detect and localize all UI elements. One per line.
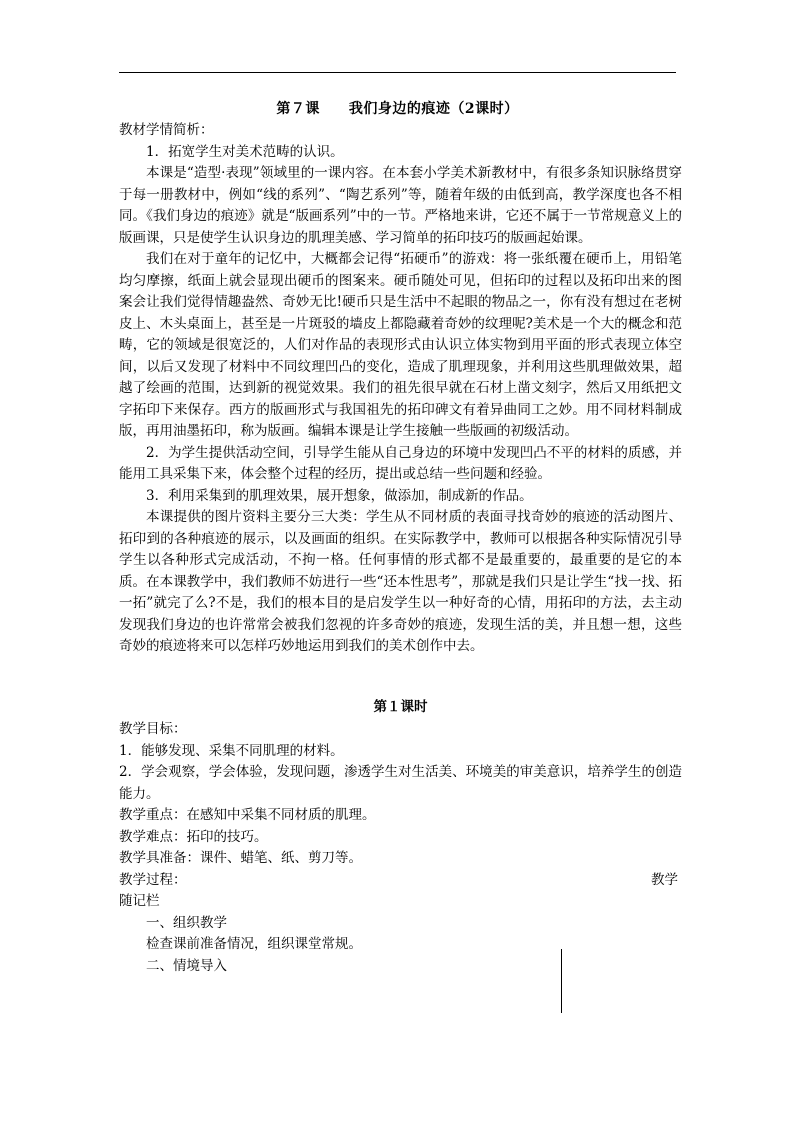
intro-point-3: 3．利用采集到的肌理效果，展开想象，做添加，制成新的作品。 [146, 487, 533, 504]
intro-point-1: 1．拓宽学生对美术范畴的认识。 [146, 143, 344, 160]
lesson-1-heading: 第１课时 [373, 698, 428, 715]
teaching-difficulty: 教学难点：拓印的技巧。 [119, 828, 268, 845]
step-2: 二、情境导入 [146, 957, 227, 974]
goals-heading: 教学目标： [119, 721, 187, 737]
goal-1: 1．能够发现、采集不同肌理的材料。 [119, 742, 344, 759]
notes-divider-line [561, 949, 562, 1013]
document-body [119, 120, 682, 977]
step-1: 一、组织教学 [146, 914, 227, 931]
notes-column-label: 教学 [651, 871, 678, 888]
page-title: 第７课 我们身边的痕迹（2课时） [276, 101, 519, 117]
process-heading: 教学过程： [119, 871, 187, 888]
intro-heading: 教材学情简析： [119, 122, 214, 138]
teaching-materials: 教学具准备：课件、蜡笔、纸、剪刀等。 [119, 850, 362, 866]
teaching-focus: 教学重点：在感知中采集不同材质的肌理。 [119, 807, 376, 823]
intro-paragraph-1: 本课是“造型·表现”领域里的一课内容。在本套小学美术新教材中，有很多条知识脉络贯穿于每一册教材中，例如“线的系列”、“陶艺系列”等，随着年级的由低到高，教学深度也各不相同。《我们身边的痕迹》就是“版画系列”中的一节。严格地来讲，它还不属于一节常规意义上的版画课，只是使学生认识身边的肌理美感、学习简单的拓印技巧的版画起始课。 [119, 165, 682, 246]
intro-paragraph-2: 我们在对于童年的记忆中，大概都会记得“拓硬币”的游戏：将一张纸覆在硬币上，用铅笔均匀摩擦，纸面上就会显现出硬币的图案来。硬币随处可见，但拓印的过程以及拓印出来的图案会让我们觉得情趣盎然、奇妙无比!硬币只是生活中不起眼的物品之一，你有没有想过在老树皮上、木头桌面上，甚至是一片斑驳的墙皮上都隐藏着奇妙的纹理呢?美术是一个大的概念和范畴，它的领域是很宽泛的，人们对作品的表现形式由认识立体实物到用平面的形式表现立体空间，以后又发现了材料中不同纹理凹凸的变化，造成了肌理现象，并利用这些肌理做效果，超越了绘画的范围，达到新的视觉效果。我们的祖先很早就在石材上凿文刻字，然后又用纸把文字拓印下来保存。西方的版画形式与我国祖先的拓印碑文有着异曲同工之妙。用不同材料制成版，再用油墨拓印，称为版画。编辑本课是让学生接触一些版画的初级活动。 [119, 251, 682, 439]
header-rule [119, 72, 676, 73]
step-1-detail: 检查课前准备情况，组织课堂常规。 [146, 936, 362, 952]
intro-point-2: 2．为学生提供活动空间，引导学生能从自己身边的环境中发现凹凸不平的材料的质感，并能用工具采集下来，体会整个过程的经历，提出或总结一些问题和经验。 [119, 444, 682, 482]
intro-paragraph-3: 本课提供的图片资料主要分三大类：学生从不同材质的表面寻找奇妙的痕迹的活动图片、拓印到的各种痕迹的展示，以及画面的组织。在实际教学中，教师可以根据各种实际情况引导学生以各种形式完成活动，不拘一格。任何事情的形式都不是最重要的，最重要的是它的本质。在本课教学中，我们教师不妨进行一些“还本性思考”，那就是我们只是让学生“找一找、拓一拓”就完了么?不是，我们的根本目的是启发学生以一种好奇的心情，用拓印的方法，去主动发现我们身边的也许常常会被我们忽视的许多奇妙的痕迹，发现生活的美，并且想一想，这些奇妙的痕迹将来可以怎样巧妙地运用到我们的美术创作中去。 [119, 509, 682, 654]
process-heading-row [119, 870, 682, 892]
notes-column-label-cont: 随记栏 [119, 893, 160, 909]
goal-2: 2．学会观察，学会体验，发现问题，渗透学生对生活美、环境美的审美意识，培养学生的创造能力。 [119, 764, 682, 802]
